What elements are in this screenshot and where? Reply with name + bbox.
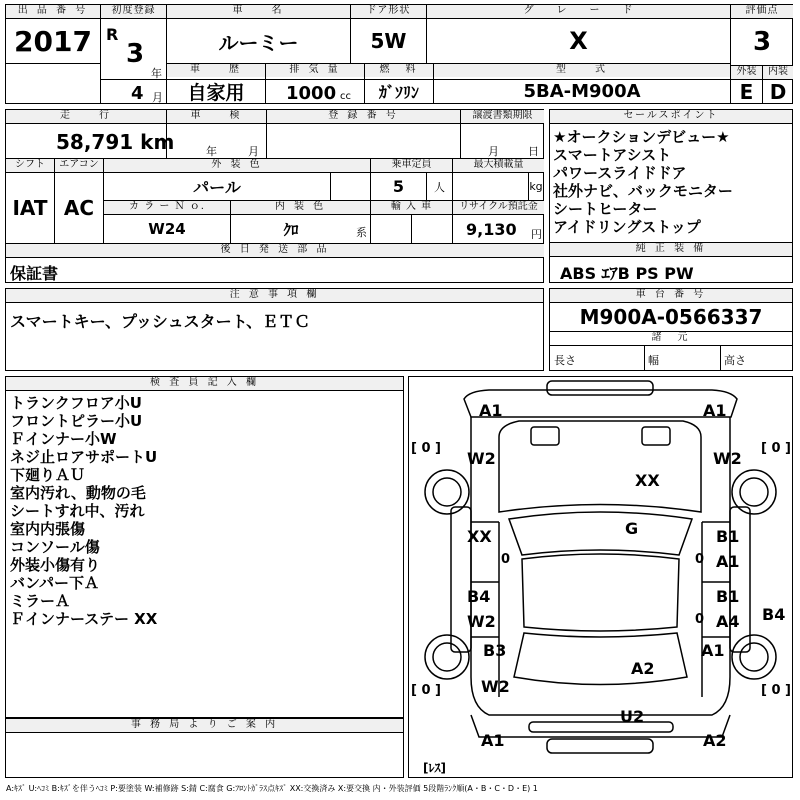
damage-bonnet: XX (635, 471, 660, 490)
color-number-label: カ ラ ー Ｎ ｏ. (104, 201, 230, 214)
transfer-month-unit: 月 (488, 145, 499, 158)
interior-grade: D (769, 80, 787, 103)
sales-points-box (549, 109, 793, 243)
year-unit: 年 (151, 67, 162, 80)
capacity-label: 乗車定員 (371, 159, 452, 172)
damage-door-rear-left-1: B4 (467, 587, 491, 606)
sales-point-item: パワースライドドア (553, 164, 687, 182)
sales-point-item: 社外ナビ、バックモニター (553, 182, 733, 200)
damage-fender-left: W2 (467, 449, 496, 468)
door-type: 5W (370, 29, 407, 53)
evaluation-score: 3 (752, 27, 772, 57)
capacity: 5 (392, 177, 405, 196)
sales-point-item: スマートアシスト (553, 146, 672, 164)
inspector-line: バンパー下Ａ (10, 574, 99, 592)
specs-label: 諸 元 (550, 332, 792, 345)
notes-box (5, 288, 544, 371)
height-label: 高さ (724, 354, 746, 367)
lot-number: 2017 (14, 24, 92, 58)
recycle-deposit-label: リサイクル預託金 (453, 201, 544, 214)
registration-year: 3 (126, 39, 145, 69)
inspector-line: ミラーＡ (10, 592, 71, 610)
damage-door-front-right-2: A1 (716, 552, 740, 571)
notes: スマートキー、プッシュスタート、ＥＴＣ (10, 312, 311, 331)
history-label: 車 歴 (167, 64, 265, 77)
zero-mark: 0 (695, 552, 705, 567)
inspector-line: Ｆインナー小W (10, 430, 117, 448)
transfer-day-unit: 日 (528, 145, 539, 158)
damage-door-front-right-1: B1 (716, 527, 740, 546)
displacement: 1000 (286, 83, 337, 104)
inspector-line: 室内汚れ、動物の毛 (10, 484, 146, 502)
interior-color: ｸﾛ (283, 220, 299, 239)
width-label: 幅 (648, 354, 659, 367)
damage-roof: G (625, 519, 639, 538)
door-type-label: ドア形状 (351, 5, 426, 18)
damage-door-rear-right-2: A4 (716, 612, 740, 631)
inspector-label: 検 査 員 記 入 欄 (6, 377, 403, 390)
inspector-line: ネジ止ロアサポートU (10, 448, 158, 466)
color-label: 外 装 色 (104, 159, 370, 172)
sales-point-item: ★オークションデビュー★ (553, 128, 730, 146)
sales-point-item: アイドリングストップ (553, 218, 701, 236)
displacement-unit: cc (340, 91, 351, 102)
fuel: ｶﾞｿﾘﾝ (378, 83, 419, 102)
office-box (5, 718, 404, 778)
load-unit: kg (529, 180, 543, 193)
damage-door-rear-left-2: W2 (467, 612, 496, 631)
chassis-number: M900A-0566337 (579, 305, 763, 329)
vehicle-header-table (5, 4, 793, 104)
damage-quarter-left: B3 (483, 641, 507, 660)
equipment-box (549, 242, 793, 283)
later-parts: 保証書 (10, 264, 59, 283)
inspector-line: コンソール傷 (10, 538, 100, 556)
model-label: 型 式 (434, 64, 730, 77)
tire-tread-front-right: [ 0 ] (761, 441, 791, 456)
score-label: 評価点 (731, 5, 793, 18)
sales-point-item: シートヒーター (553, 200, 658, 218)
car-name-label: 車 名 (167, 5, 350, 18)
exterior-grade: E (739, 80, 754, 103)
month-unit: 月 (152, 91, 163, 104)
displacement-label: 排 気 量 (266, 64, 364, 77)
recycle-unit: 円 (531, 228, 542, 241)
inspection-month-unit: 月 (248, 145, 259, 158)
tire-tread-front-left: [ 0 ] (411, 441, 441, 456)
era-label: R (106, 25, 119, 44)
legend-text: A:ｷｽﾞ U:ﾍｺﾐ B:ｷｽﾞを伴うﾍｺﾐ P:要塗装 W:補修跡 S:錆 C:腐食 G:ﾌﾛﾝﾄｶﾞﾗｽ点ｷｽﾞ XX:交換済み X:要交換 内・外装評価 5段階ﾗﾝｸ順(A・B・C・D・E) 1 (6, 784, 538, 793)
grade: X (569, 27, 588, 55)
office-label: 事 務 局 よ り ご 案 内 (6, 719, 403, 732)
shift: IAT (12, 196, 48, 220)
inspector-line: フロントピラー小U (10, 412, 143, 430)
inspector-notes (10, 394, 400, 628)
damage-trunk: A2 (631, 659, 655, 678)
car-outline-diagram (409, 377, 792, 777)
transfer-deadline-label: 譲渡書類期限 (461, 110, 544, 123)
plate-label: 登 録 番 号 (267, 110, 460, 123)
recycle-deposit: 9,130 (466, 220, 517, 239)
inspector-box (5, 376, 404, 718)
inspection-year-unit: 年 (206, 145, 217, 158)
equipment-label: 純 正 装 備 (550, 243, 792, 256)
registration-month: 4 (131, 83, 144, 104)
equipment: ABS ｴｱB PS PW (560, 264, 694, 283)
zero-mark: 0 (501, 552, 511, 567)
exterior-color: パール (193, 178, 241, 197)
inspector-line: Ｆインナーステー XX (10, 610, 158, 628)
length-label: 長さ (554, 354, 576, 367)
color-number: W24 (148, 220, 186, 238)
damage-quarter-right: A1 (701, 641, 725, 660)
later-parts-label: 後 日 発 送 部 品 (6, 244, 544, 257)
chassis-label: 車 台 番 号 (550, 289, 792, 302)
mileage-label: 走 行 (6, 110, 166, 123)
shift-label: シフト (6, 159, 54, 172)
first-registration-label: 初度登録 (101, 5, 166, 18)
damage-front-left: A1 (479, 401, 503, 420)
damage-door-front-left: XX (467, 527, 492, 546)
tire-tread-rear-right: [ 0 ] (761, 683, 791, 698)
damage-fender-right: W2 (713, 449, 742, 468)
damage-side-right: B4 (762, 605, 786, 624)
load-label: 最大積載量 (453, 159, 544, 172)
inspector-line: 下廻りＡＵ (10, 466, 86, 484)
exterior-grade-label: 外装 (731, 66, 762, 79)
damage-bumper-rear: U2 (620, 707, 645, 726)
damage-front-right: A1 (703, 401, 727, 420)
vehicle-detail-table (5, 109, 544, 283)
chassis-box (549, 288, 793, 371)
damage-rear-corner-left: A1 (481, 731, 505, 750)
damage-rear-left: W2 (481, 677, 510, 696)
notes-label: 注 意 事 項 欄 (6, 289, 543, 302)
damage-rear-corner-right: A2 (703, 731, 727, 750)
inspection-label: 車 検 (167, 110, 266, 123)
lot-number-label: 出 品 番 号 (6, 5, 100, 18)
inspector-line: シートすれ中、汚れ (10, 502, 145, 520)
sales-points-list (553, 128, 791, 236)
interior-grade-label: 内装 (763, 66, 793, 79)
zero-mark: 0 (695, 612, 705, 627)
inspector-line: トランクフロア小U (10, 394, 142, 412)
fuel-label: 燃 料 (365, 64, 433, 77)
import-car-label: 輸 入 車 (371, 201, 452, 214)
sales-points-label: セールスポイント (550, 110, 792, 123)
mileage: 58,791 km (56, 130, 175, 154)
grade-label: グ レ ー ド (427, 5, 730, 18)
interior-color-label: 内 装 色 (231, 201, 370, 214)
inspector-line: 室内内張傷 (10, 520, 86, 538)
air-conditioner: AC (63, 196, 95, 220)
capacity-unit: 人 (434, 180, 445, 194)
interior-color-unit: 系 (356, 226, 367, 239)
ac-label: エアコン (55, 159, 103, 172)
history: 自家用 (187, 82, 245, 103)
tire-tread-rear-left: [ 0 ] (411, 683, 441, 698)
damage-door-rear-right-1: B1 (716, 587, 740, 606)
car-name: ルーミー (218, 30, 299, 55)
model-code: 5BA-M900A (523, 81, 641, 102)
damage-diagram (408, 376, 793, 778)
spare-tire-status: [ﾚｽ] (423, 761, 446, 775)
inspector-line: 外装小傷有り (10, 556, 101, 574)
